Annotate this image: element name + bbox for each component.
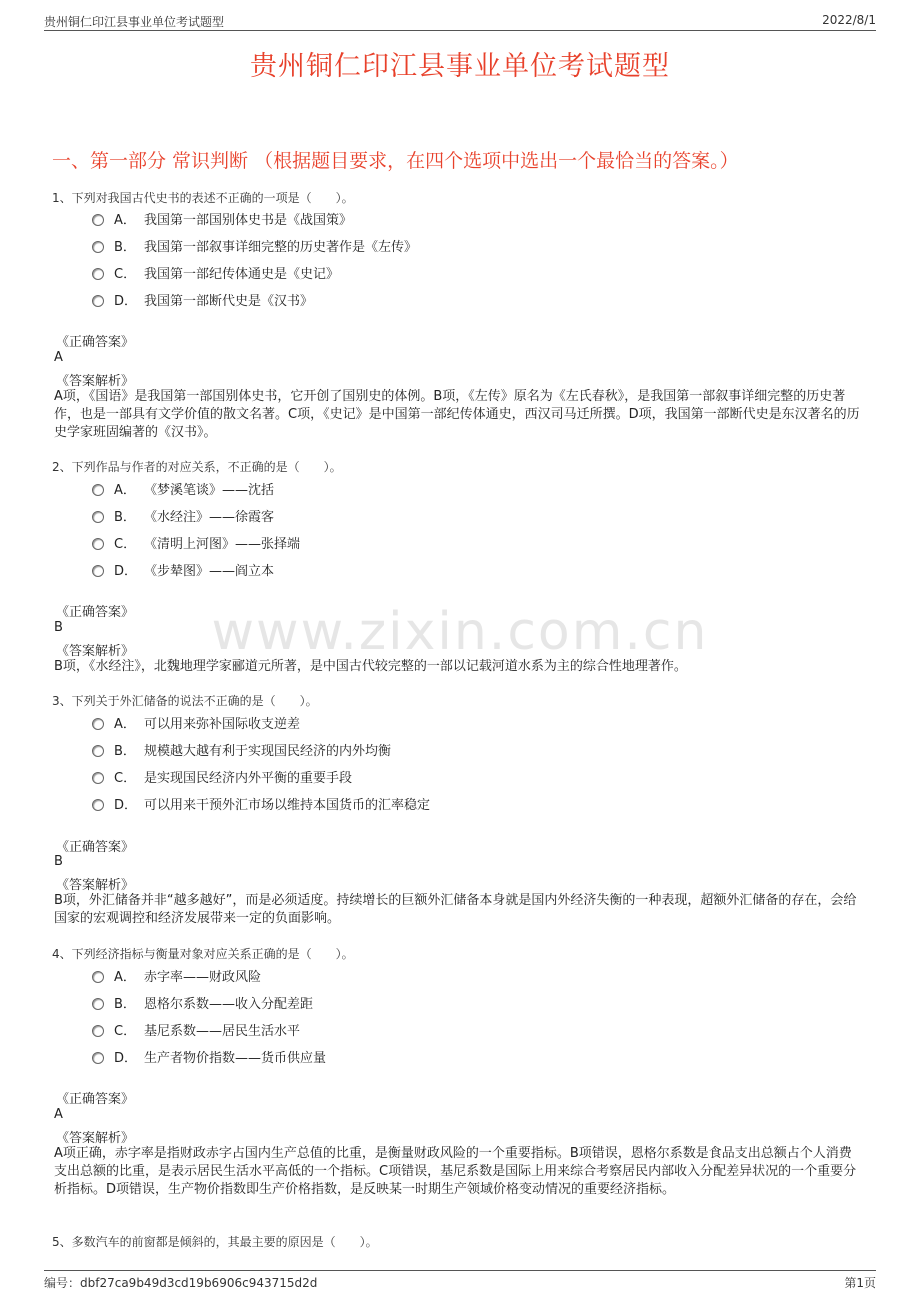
option-row[interactable]: [92, 533, 300, 551]
document-title: 贵州铜仁印江县事业单位考试题型: [250, 51, 670, 82]
option-letter: C．: [114, 267, 137, 282]
radio-button[interactable]: [92, 565, 104, 577]
answer-value: B: [54, 620, 63, 635]
answer-value: A: [54, 350, 63, 365]
option-row[interactable]: [92, 506, 274, 524]
watermark: www.zixin.com.cn: [211, 602, 709, 662]
option-row[interactable]: [92, 993, 313, 1011]
radio-button[interactable]: [92, 538, 104, 550]
answer-value: A: [54, 1107, 63, 1122]
radio-button[interactable]: [92, 799, 104, 811]
option-letter: B．: [114, 510, 136, 525]
answer-label: 《正确答案》: [56, 840, 135, 855]
question-stem: 3、下列关于外汇储备的说法不正确的是（ ）。: [52, 694, 318, 708]
analysis-label: 《答案解析》: [56, 1131, 135, 1146]
radio-button[interactable]: [92, 745, 104, 757]
option-row[interactable]: [92, 794, 430, 812]
option-letter: B．: [114, 240, 136, 255]
option-text: 《水经注》——徐霞客: [144, 510, 275, 525]
option-letter: B．: [114, 744, 136, 759]
option-letter: B．: [114, 997, 136, 1012]
analysis-text: A项，《国语》是我国第一部国别体史书，它开创了国别史的体例。B项，《左传》原名为《左氏春秋》，是我国第一部叙事详细完整的历史著作，也是一部具有文学价值的散文名著。C项，《史记》是中国第一部纪传体通史，西汉司马迁所撰。D项，我国第一部断代史是东汉著名的历史学家班固编著的《汉书》。: [54, 389, 860, 440]
option-row[interactable]: [92, 767, 352, 785]
radio-button[interactable]: [92, 295, 104, 307]
answer-value: B: [54, 854, 63, 869]
radio-button[interactable]: [92, 1052, 104, 1064]
option-letter: A．: [114, 213, 136, 228]
radio-button[interactable]: [92, 241, 104, 253]
option-letter: A．: [114, 970, 136, 985]
page-footer: [44, 1270, 876, 1291]
radio-button[interactable]: [92, 214, 104, 226]
analysis-text: B项，《水经注》，北魏地理学家郦道元所著，是中国古代较完整的一部以记载河道水系为主的综合性地理著作。: [54, 659, 687, 674]
analysis-label: 《答案解析》: [56, 644, 135, 659]
page-header: [44, 10, 876, 31]
option-text: 《步辇图》——阎立本: [144, 564, 275, 579]
radio-button[interactable]: [92, 971, 104, 983]
radio-button[interactable]: [92, 484, 104, 496]
option-letter: A．: [114, 717, 136, 732]
option-letter: C．: [114, 771, 137, 786]
option-text: 基尼系数——居民生活水平: [144, 1024, 301, 1039]
section-heading: 一、第一部分 常识判断 （根据题目要求，在四个选项中选出一个最恰当的答案。）: [52, 150, 739, 172]
option-letter: D．: [114, 1051, 138, 1066]
option-row[interactable]: [92, 263, 339, 281]
answer-label: 《正确答案》: [56, 1092, 135, 1107]
question-stem: 1、下列对我国古代史书的表述不正确的一项是（ ）。: [52, 191, 354, 205]
option-text: 是实现国民经济内外平衡的重要手段: [144, 771, 353, 786]
option-text: 我国第一部断代史是《汉书》: [144, 294, 314, 309]
option-row[interactable]: [92, 740, 391, 758]
option-text: 可以用来干预外汇市场以维持本国货币的汇率稳定: [144, 798, 431, 813]
header-date: 2022/8/1: [822, 13, 876, 27]
question-stem: 5、多数汽车的前窗都是倾斜的，其最主要的原因是（ ）。: [52, 1235, 378, 1249]
analysis-text: A项正确，赤字率是指财政赤字占国内生产总值的比重，是衡量财政风险的一个重要指标。B项错误，恩格尔系数是食品支出总额占个人消费支出总额的比重，是表示居民生活水平高低的一个指标。C项错误，基尼系数是国际上用来综合考察居民内部收入分配差异状况的一个重要分析指标。D项错误，生产物价指数即生产价格指数，是反映某一时期生产领域价格变动情况的重要经济指标。: [54, 1146, 857, 1197]
document-serial: 编号：dbf27ca9b49d3cd19b6906c943715d2d: [44, 1276, 318, 1290]
option-row[interactable]: [92, 1020, 300, 1038]
radio-button[interactable]: [92, 268, 104, 280]
header-doc-title: 贵州铜仁印江县事业单位考试题型: [44, 15, 225, 29]
option-text: 我国第一部纪传体通史是《史记》: [144, 267, 340, 282]
option-row[interactable]: [92, 560, 274, 578]
option-letter: C．: [114, 537, 137, 552]
question-stem: 2、下列作品与作者的对应关系，不正确的是（ ）。: [52, 460, 342, 474]
radio-button[interactable]: [92, 998, 104, 1010]
option-row[interactable]: [92, 713, 300, 731]
radio-button[interactable]: [92, 718, 104, 730]
option-row[interactable]: [92, 479, 274, 497]
option-letter: C．: [114, 1024, 137, 1039]
option-text: 我国第一部国别体史书是《战国策》: [144, 213, 353, 228]
option-letter: D．: [114, 798, 138, 813]
analysis-text: B项，外汇储备并非“越多越好”，而是必须适度。持续增长的巨额外汇储备本身就是国内外经济失衡的一种表现，超额外汇储备的存在，会给国家的宏观调控和经济发展带来一定的负面影响。: [54, 893, 857, 926]
option-letter: D．: [114, 564, 138, 579]
option-row[interactable]: [92, 209, 352, 227]
option-letter: A．: [114, 483, 136, 498]
page-number: 第1页: [844, 1276, 876, 1290]
option-text: 《梦溪笔谈》——沈括: [144, 483, 275, 498]
option-text: 可以用来弥补国际收支逆差: [144, 717, 301, 732]
option-text: 规模越大越有利于实现国民经济的内外均衡: [144, 744, 392, 759]
option-text: 我国第一部叙事详细完整的历史著作是《左传》: [144, 240, 418, 255]
option-row[interactable]: [92, 290, 313, 308]
analysis-label: 《答案解析》: [56, 878, 135, 893]
option-row[interactable]: [92, 966, 261, 984]
option-text: 《清明上河图》——张择端: [144, 537, 301, 552]
option-letter: D．: [114, 294, 138, 309]
answer-label: 《正确答案》: [56, 605, 135, 620]
option-row[interactable]: [92, 236, 417, 254]
option-text: 赤字率——财政风险: [144, 970, 262, 985]
option-text: 生产者物价指数——货币供应量: [144, 1051, 327, 1066]
question-stem: 4、下列经济指标与衡量对象对应关系正确的是（ ）。: [52, 947, 354, 961]
analysis-label: 《答案解析》: [56, 374, 135, 389]
radio-button[interactable]: [92, 1025, 104, 1037]
radio-button[interactable]: [92, 772, 104, 784]
answer-label: 《正确答案》: [56, 335, 135, 350]
option-row[interactable]: [92, 1047, 326, 1065]
option-text: 恩格尔系数——收入分配差距: [144, 997, 314, 1012]
radio-button[interactable]: [92, 511, 104, 523]
